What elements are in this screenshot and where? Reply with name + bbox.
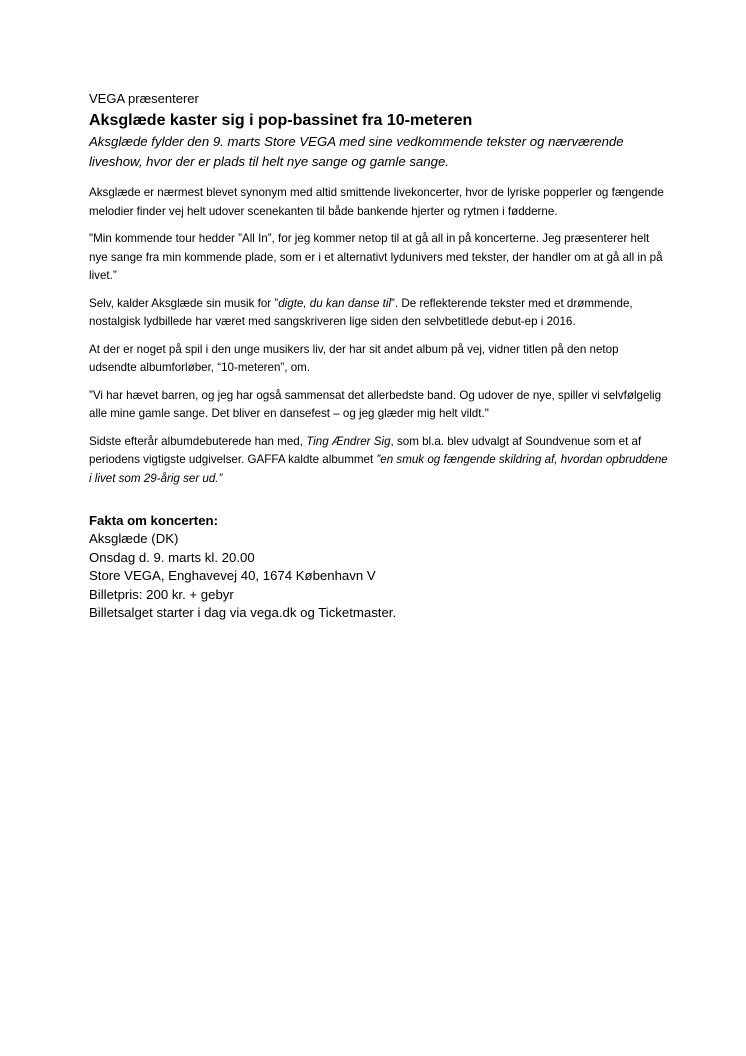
presenter-line: VEGA præsenterer	[89, 91, 199, 106]
facts-price: Billetpris: 200 kr. + gebyr	[89, 586, 234, 602]
press-release-body	[89, 90, 669, 623]
text-run: , som bl.a. blev udvalgt af Soundvenue som et af periodens vigtigste udgivelser. GAFFA kaldte albummet	[89, 434, 642, 466]
paragraph-music-description	[89, 295, 669, 332]
text-run: Sidste efterår albumdebuterede han med,	[89, 434, 307, 448]
paragraph-debut-album	[89, 433, 669, 489]
concert-facts	[89, 512, 669, 623]
gaffa-quote: ”en smuk og fængende skildring af, hvordan opbruddene i livet som 29-årig ser ud.”	[89, 453, 668, 485]
headline: Aksglæde kaster sig i pop-bassinet fra 10-meteren	[89, 112, 473, 129]
italic-run: digte, du kan danse til	[278, 296, 392, 310]
facts-title: Fakta om koncerten:	[89, 513, 218, 528]
facts-venue: Store VEGA, Enghavevej 40, 1674 København V	[89, 568, 376, 583]
paragraph-intro: Aksglæde er nærmest blevet synonym med altid smittende livekoncerter, hvor de lyriske popperler og fængende melodier finder vej helt udover scenekanten til både bankende hjerter og rytmen i fødderne.	[89, 186, 664, 218]
text-run: ”. De reflekterende tekster med et drømmende, nostalgisk lydbillede har været med sangskriveren lige siden den selvbetitlede debut-ep i 2016.	[89, 296, 633, 328]
lead-paragraph: Aksglæde fylder den 9. marts Store VEGA med sine vedkommende tekster og nærværende liveshow, hvor der er plads til helt nye sange og gamle sange.	[89, 134, 624, 169]
album-title: Ting Ændrer Sig	[306, 434, 391, 448]
paragraph-single: At der er noget på spil i den unge musikers liv, der har sit andet album på vej, vidner titlen på den netop udsendte albumforløber, “10-meteren”, om.	[89, 342, 619, 374]
paragraph-quote-tour: "Min kommende tour hedder ”All In”, for jeg kommer netop til at gå all in på koncerterne. Jeg præsenterer helt nye sange fra min kommende plade, som er i et alternativt lydunivers med tekster, der handler om at gå all in på livet.”	[89, 232, 663, 282]
facts-artist: Aksglæde (DK)	[89, 531, 179, 546]
facts-ticket-sale: Billetsalget starter i dag via vega.dk og Ticketmaster.	[89, 605, 397, 620]
paragraph-quote-band: ”Vi har hævet barren, og jeg har også sammensat det allerbedste band. Og udover de nye, spiller vi selvfølgelig alle mine gamle sange. Det bliver en dansefest – og jeg glæder mig helt vildt."	[89, 388, 662, 420]
text-run: Selv, kalder Aksglæde sin musik for ”	[89, 296, 279, 310]
facts-date: Onsdag d. 9. marts kl. 20.00	[89, 549, 255, 565]
